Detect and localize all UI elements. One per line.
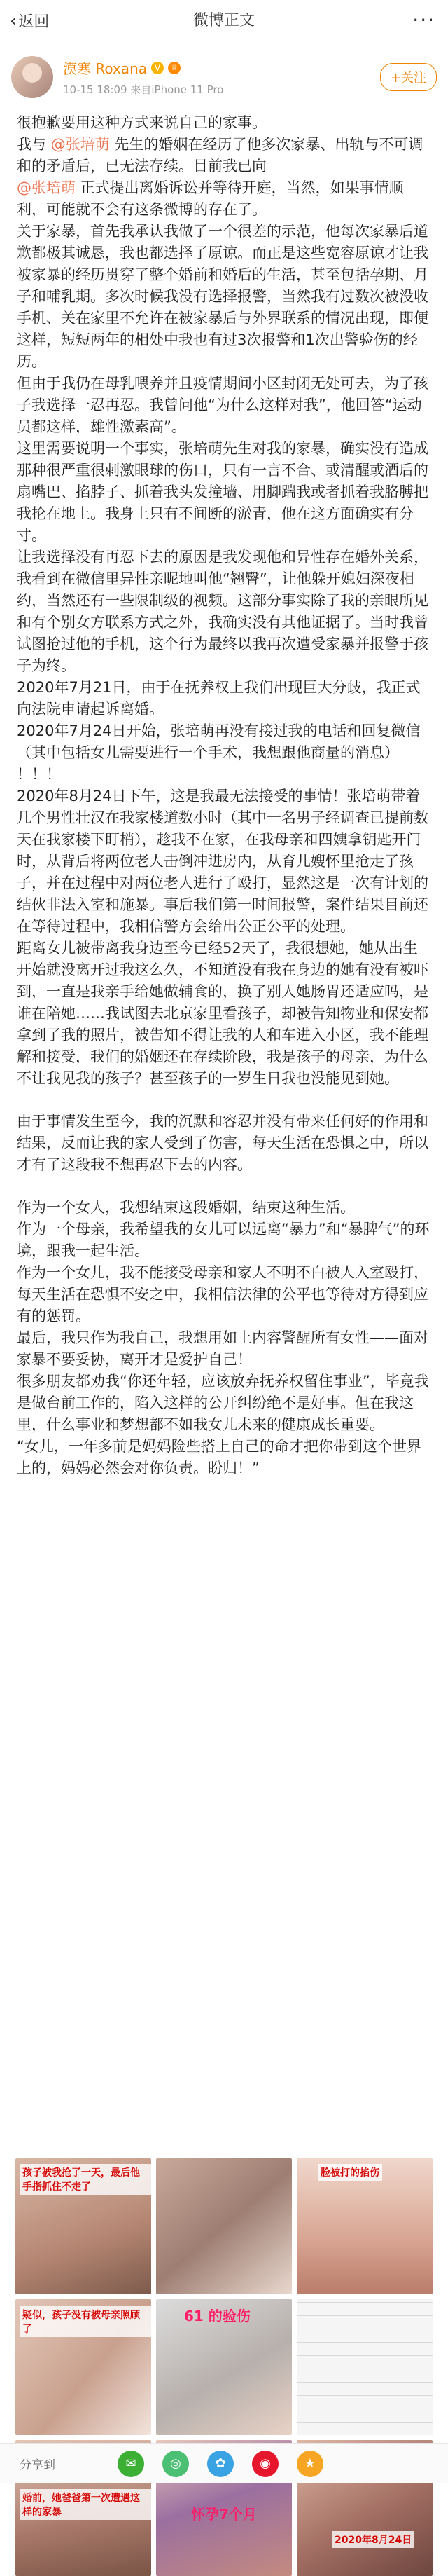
photo-caption: 2020年8月24日: [332, 2531, 414, 2548]
post-paragraph: [17, 134, 431, 177]
more-icon[interactable]: ★: [297, 2451, 323, 2477]
post-timestamp: 10-15 18:09 来自iPhone 11 Pro: [63, 83, 224, 96]
paragraph-text: 2020年7月21日，由于在抚养权上我们出现巨大分歧，我正式向法院申请起诉离婚。: [17, 679, 421, 718]
weibo-icon[interactable]: ◉: [252, 2451, 279, 2477]
author-name-text: 漠寒 Roxana: [63, 60, 147, 77]
post-paragraph: [17, 438, 431, 547]
paragraph-text: 最后，我只作为我自己，我想用如上内容警醒所有女性——面对家暴不要妥协，离开才是爱护自己！: [17, 1329, 428, 1368]
photo-caption: 孩子被我抢了一天，最后他手指抓住不走了: [20, 2164, 151, 2195]
photo-thumbnail[interactable]: [15, 2158, 151, 2294]
paragraph-text: 作为一个女人，我想结束这段婚姻，结束这种生活。: [17, 1199, 355, 1216]
photo-caption: 脸被打的掐伤: [318, 2164, 382, 2181]
nav-bar: [0, 0, 448, 39]
post-paragraph: [17, 1219, 431, 1262]
paragraph-text: ！！！: [17, 766, 61, 783]
paragraph-text: 作为一个女儿，我不能接受母亲和家人不明不白被人入室殴打，每天生活在恐惧不安之中，我相信法律的公平也等待对方得到应有的惩罚。: [17, 1264, 428, 1324]
paragraph-text: 我与: [17, 136, 51, 153]
bottom-share-bar: [0, 2443, 448, 2483]
photo-thumbnail[interactable]: [156, 2158, 292, 2294]
paragraph-text: 很多朋友都劝我“你还年轻，应该放弃抚养权留住事业”，毕竟我是做台前工作的，陷入这样的公开纠纷绝不是好事。但在我这里，什么事业和梦想都不如我女儿未来的健康成长重要。: [17, 1373, 429, 1433]
author-header: [11, 49, 437, 105]
photo-thumbnail[interactable]: [156, 2299, 292, 2435]
paragraph-text: 2020年7月24日开始，张培萌再没有接过我的电话和回复微信（其中包括女儿需要进行一个手术，我想跟他商量的消息）: [17, 722, 421, 761]
wechat-icon[interactable]: ✉: [118, 2451, 144, 2477]
paragraph-text: 很抱歉要用这种方式来说自己的家事。: [17, 114, 267, 131]
more-icon[interactable]: ···: [412, 8, 435, 32]
post-paragraph: [17, 112, 431, 134]
back-label: 返回: [18, 13, 50, 31]
post-paragraph: [17, 1262, 431, 1327]
mention-link[interactable]: @张培萌: [50, 136, 110, 153]
post-paragraph: [17, 221, 431, 373]
post-paragraph: [17, 1371, 431, 1436]
post-paragraph: [17, 786, 431, 938]
paragraph-text: 这里需要说明一个事实，张培萌先生对我的家暴，确实没有造成那种很严重很刺激眼球的伤口，只有一言不合、或清醒或酒后的扇嘴巴、掐脖子、抓着我头发撞墙、用脚踹我或者抓着我胳膊把我抡在地上。我身上只有不间断的淤青，他在这方面确实有分寸。: [17, 440, 428, 544]
post-paragraph: [17, 938, 431, 1090]
paragraph-text: 作为一个母亲，我希望我的女儿可以远离“暴力”和“暴脾气”的环境，跟我一起生活。: [17, 1221, 430, 1259]
paragraph-text: 2020年8月24日下午，这是我最无法接受的事情！张培萌带着几个男性壮汉在我家楼道数小时（其中一名男子经调查已提前数天在我家楼下盯梢），趁我不在家，在我母亲和四姨拿钥匙开门时，从背后将两位老人击倒冲进房内，从育儿嫂怀里抢走了孩子，并在过程中对两位老人进行了殴打，显然这是一次有计划的结伙非法入室和施暴。事后我们第一时间报警，案件结果目前还在等待过程中，我相信警方会给出公正公平的处理。: [17, 788, 428, 935]
post-paragraph: [17, 677, 431, 720]
photo-thumbnail[interactable]: [297, 2299, 433, 2435]
photo-caption: 疑似，孩子没有被母亲照顾了: [20, 2306, 151, 2337]
post-paragraph: [17, 1197, 431, 1219]
page-title: 微博正文: [192, 12, 255, 29]
post-content: [17, 112, 431, 1479]
paragraph-text: 由于事情发生至今，我的沉默和容忍并没有带来任何好的作用和结果，反而让我的家人受到了伤害，每天生活在恐惧之中，所以才有了这段我不想再忍下去的内容。: [17, 1113, 428, 1173]
post-paragraph: [17, 1327, 431, 1371]
back-button[interactable]: [10, 10, 49, 32]
follow-button[interactable]: +关注: [380, 63, 437, 91]
photo-thumbnail[interactable]: [297, 2158, 433, 2294]
post-paragraph: [17, 1436, 431, 1479]
share-label: 分享到: [20, 2458, 55, 2472]
paragraph-text: 距离女儿被带离我身边至今已经52天了，我很想她，她从出生开始就没离开过我这么久，不知道没有我在身边的她有没有被吓到，一直是我亲手给她做辅食的，换了别人她肠胃还适应吗，是谁在陪她……我试图去北京家里看孩子，却被告知物业和保安都拿到了我的照片，被告知不得让我的人和车进入小区，我不能理解和接受，我们的婚姻还在存续阶段，我是孩子的母亲，为什么不让我见我的孩子？甚至孩子的一岁生日我也没能见到她。: [17, 940, 428, 1087]
photo-caption: 怀孕7个月: [191, 2506, 257, 2523]
post-paragraph: [17, 373, 431, 438]
post-paragraph: [17, 547, 431, 677]
paragraph-text: “女儿，一年多前是妈妈险些搭上自己的命才把你带到这个世界上的，妈妈必然会对你负责。盼归！”: [17, 1438, 421, 1477]
photo-caption: 61 的验伤: [184, 2308, 251, 2324]
qq-icon[interactable]: ✿: [207, 2451, 234, 2477]
author-name[interactable]: [63, 57, 380, 78]
post-paragraph: [17, 720, 431, 764]
paragraph-text: 但由于我仍在母乳喂养并且疫情期间小区封闭无处可去，为了孩子我选择一忍再忍。我曾问他“为什么这样对我”，他回答“运动员都这样，雄性激素高”。: [17, 375, 428, 435]
paragraph-text: 正式提出离婚诉讼并等待开庭，当然，如果事情顺利，可能就不会有这条微博的存在了。: [17, 179, 404, 218]
mention-link[interactable]: @张培萌: [17, 179, 76, 196]
post-paragraph: [17, 764, 431, 786]
photo-caption: 婚前，她爸爸第一次遭遇这样的家暴: [20, 2489, 151, 2520]
post-paragraph: [17, 1111, 431, 1176]
paragraph-text: 关于家暴，首先我承认我做了一个很差的示范，他每次家暴后道歉都极其诚恳，我也都选择了原谅。而正是这些宽容原谅才让我被家暴的经历贯穿了整个婚前和婚后的生活，甚至包括孕期、月子和哺乳期。多次时候我没有选择报警，当然我有过数次被没收手机、关在家里不允许在被家暴后与外界联系的情况出现，即便这样，短短两年的相处中我也有过3次报警和1次出警验伤的经历。: [17, 223, 428, 370]
photo-grid: [15, 2158, 433, 2576]
chevron-left-icon: ‹: [10, 10, 18, 32]
verified-badge-icon: V: [151, 62, 164, 74]
author-meta: [63, 57, 380, 97]
avatar[interactable]: [11, 56, 53, 98]
photo-thumbnail[interactable]: [15, 2299, 151, 2435]
post-paragraph: [17, 177, 431, 221]
moments-icon[interactable]: ◎: [162, 2451, 189, 2477]
vip-badge-icon: ♕: [168, 62, 181, 74]
paragraph-text: 让我选择没有再忍下去的原因是我发现他和异性存在婚外关系，我看到在微信里异性亲昵地叫他“翘臀”，让他躲开媳妇深夜相约，当然还有一些限制级的视频。这部分事实除了我的亲眼所见和有个别女方联系方式之外，我确实没有其他证据了。当时我曾试图抢过他的手机，这个行为最终以我再次遭受家暴并报警于孩子为终。: [17, 549, 428, 674]
paragraph-text: 先生的婚姻在经历了他多次家暴、出轨与不可调和的矛盾后，已无法存续。目前我已向: [17, 136, 424, 174]
